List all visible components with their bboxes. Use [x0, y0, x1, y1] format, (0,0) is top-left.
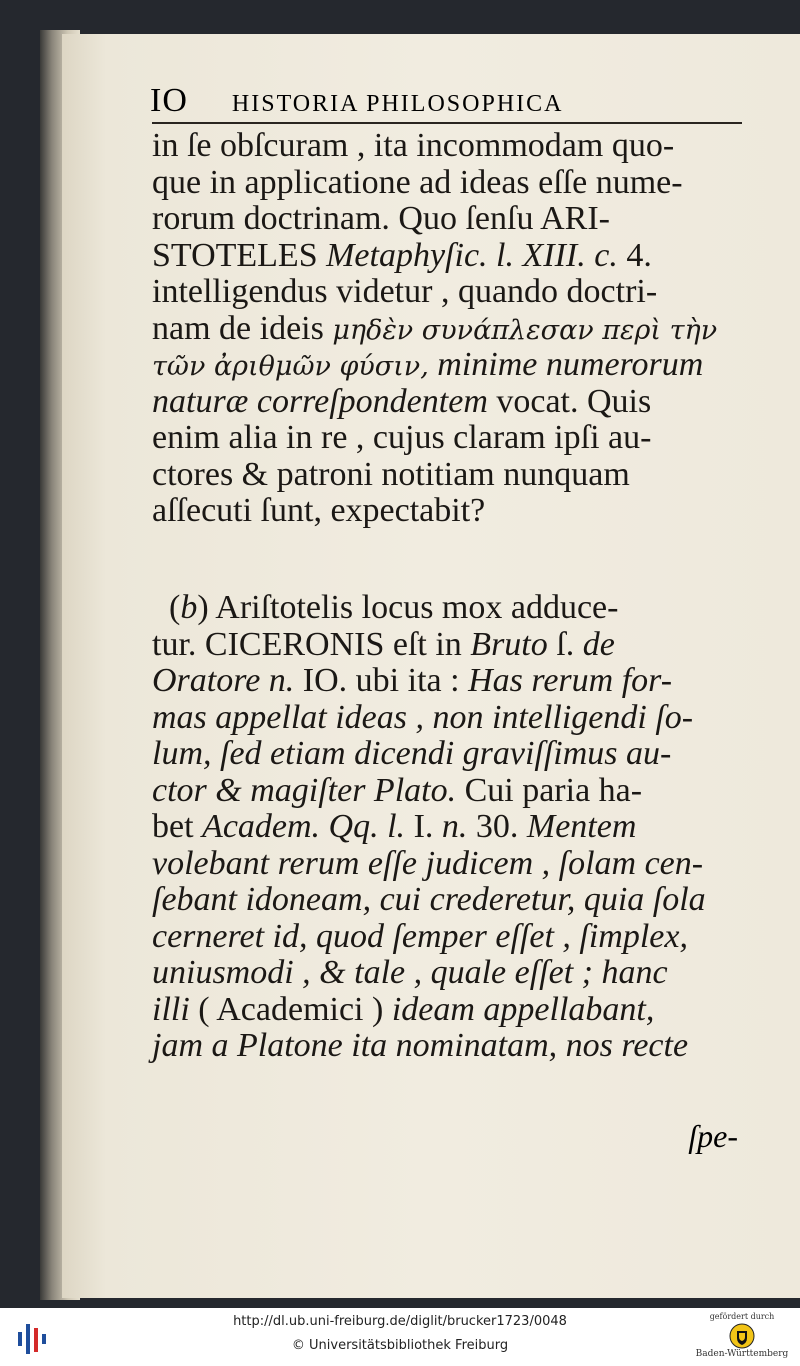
- text-segment: I.: [413, 808, 434, 845]
- italic-text: ideam appellabant,: [391, 990, 655, 1028]
- text-line: aſſecuti ſunt, expectabit?: [152, 492, 486, 529]
- permalink-url[interactable]: http://dl.ub.uni-freiburg.de/diglit/brucker1723/0048: [233, 1314, 567, 1329]
- text-line: uniusmodi , & tale , quale eſſet ; hanc: [152, 954, 668, 991]
- catchword: ſpe-: [688, 1118, 738, 1154]
- copyright-notice: © Universitätsbibliothek Freiburg: [291, 1338, 509, 1353]
- text-line: jam a Platone ita nominatam, nos recte: [152, 1027, 689, 1064]
- text-line: [152, 590, 744, 627]
- text-segment: 30.: [475, 808, 519, 845]
- italic-text: Has rerum for-: [468, 662, 673, 699]
- text-line: enim alia in re , cujus claram ipſi au-: [152, 419, 652, 456]
- text-segment: ( Academici ): [198, 990, 384, 1028]
- citation-number: 4.: [626, 236, 652, 274]
- footnote-mark: b: [180, 589, 198, 626]
- greek-text: τῶν ἀριθμῶν φύσιν,: [152, 351, 429, 382]
- italic-text: Bruto: [470, 625, 548, 663]
- footnote-open: (: [169, 589, 181, 626]
- text-segment: nam de ideis: [152, 309, 324, 347]
- page-header: [150, 82, 750, 122]
- text-line: in ſe obſcuram , ita incommodam quo-: [152, 127, 675, 164]
- text-line: rorum doctrinam. Quo ſenſu ARI-: [152, 200, 610, 237]
- text-line: que in applicatione ad ideas eſſe nume-: [152, 163, 683, 201]
- greek-text: μηδὲν συνάπλεσαν περὶ τὴν: [332, 314, 718, 346]
- text-line: [152, 663, 744, 700]
- running-title: HISTORIA PHILOSOPHICA: [231, 91, 564, 117]
- text-segment: IO. ubi ita :: [302, 662, 460, 699]
- paragraph-1: [152, 128, 744, 530]
- text-line: ctores & patroni notitiam nunquam: [152, 455, 630, 493]
- text-segment: ſ.: [556, 625, 575, 663]
- text-segment: vocat. Quis: [496, 382, 652, 420]
- sponsor-caption: gefördert durch: [709, 1312, 775, 1321]
- italic-text: minime numerorum: [437, 346, 704, 383]
- text-line: [152, 992, 744, 1029]
- crest-icon: [729, 1323, 755, 1349]
- italic-text: naturæ correſpondentem: [152, 382, 488, 420]
- footer-bar: [0, 1308, 800, 1366]
- text-segment: ) Ariſtotelis locus mox adduce-: [197, 589, 619, 626]
- italic-text: de: [582, 625, 615, 663]
- author-name: STOTELES: [152, 236, 318, 274]
- text-segment: Cui paria ha-: [464, 771, 643, 809]
- text-line: cerneret id, quod ſemper eſſet , ſimplex,: [152, 917, 688, 955]
- page-number: IO: [150, 82, 188, 119]
- text-segment: bet: [152, 808, 194, 845]
- text-line: [152, 627, 744, 664]
- italic-text: n.: [441, 808, 468, 845]
- text-line: ſebant idoneam, cui crederetur, quia ſola: [152, 881, 706, 918]
- italic-text: Mentem: [526, 808, 637, 845]
- text-line: volebant rerum eſſe judicem , ſolam cen-: [152, 844, 704, 882]
- text-line: [152, 809, 744, 846]
- text-segment: tur. CICERONIS eſt in: [152, 625, 462, 663]
- text-line: [152, 773, 744, 810]
- text-line: [152, 238, 744, 275]
- italic-text: illi: [152, 990, 190, 1028]
- header-rule: [152, 122, 742, 124]
- text-line: [152, 347, 744, 384]
- text-line: intelligendus videtur , quando doctri-: [152, 273, 658, 310]
- sponsor-badge: [692, 1312, 792, 1364]
- text-line: [152, 311, 744, 348]
- italic-text: Academ. Qq. l.: [202, 808, 406, 845]
- text-line: lum, ſed etiam dicendi graviſſimus au-: [152, 735, 672, 772]
- italic-text: Oratore n.: [152, 662, 295, 699]
- citation: Metaphyſic. l. XIII. c.: [326, 236, 618, 274]
- text-line: mas appellat ideas , non intelligendi ſo-: [152, 698, 694, 736]
- sponsor-name: Baden-Württemberg: [695, 1349, 789, 1359]
- paragraph-2: [152, 590, 744, 1065]
- italic-text: ctor & magiſter Plato.: [152, 771, 457, 809]
- text-line: [152, 384, 744, 421]
